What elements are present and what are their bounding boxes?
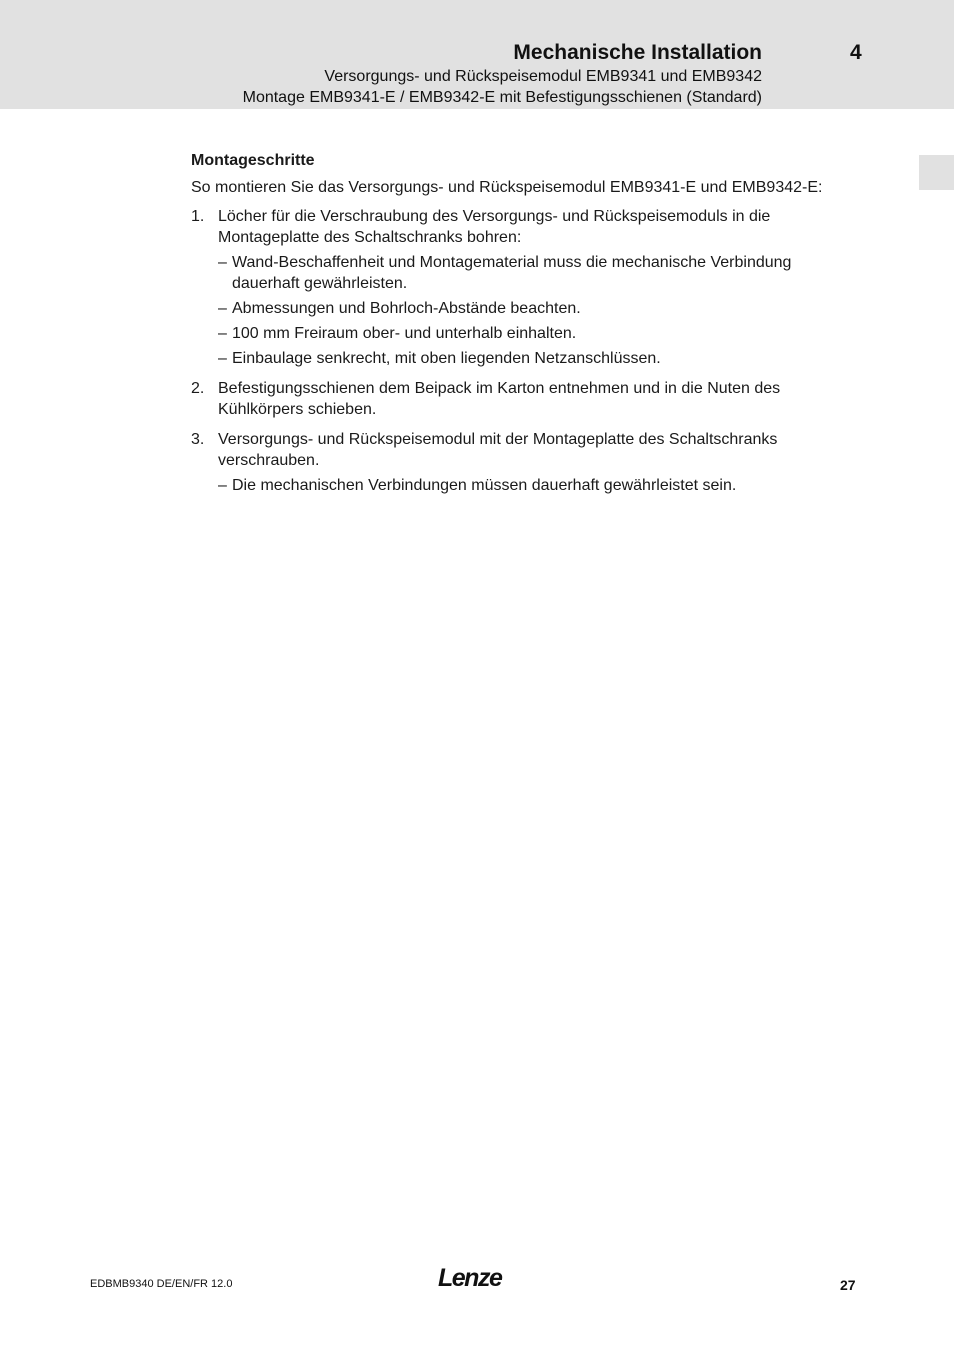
dash-marker: – [218,350,227,367]
section-heading: Montageschritte [191,152,315,169]
dash-marker: – [218,300,227,317]
document-id: EDBMB9340 DE/EN/FR 12.0 [90,1278,233,1290]
step-text: Löcher für die Verschraubung des Versorgungs- und Rückspeisemoduls in die Montageplatte des Schaltschranks bohren: [218,208,771,246]
dash-marker: – [218,325,227,342]
sub-item-text: Abmessungen und Bohrloch-Abstände beachten. [232,300,581,317]
step-1 [191,206,861,369]
intro-text: So montieren Sie das Versorgungs- und Rückspeisemodul EMB9341-E und EMB9342-E: [191,179,823,196]
sub-item-text: Die mechanischen Verbindungen müssen dauerhaft gewährleistet sein. [232,477,737,494]
step-2 [191,378,861,420]
step-number: 2. [191,380,205,397]
subtitle-line-1: Versorgungs- und Rückspeisemodul EMB9341 und EMB9342 [324,68,762,85]
step-number: 3. [191,431,205,448]
dash-marker: – [218,254,227,271]
chapter-side-tab [919,155,954,190]
sub-item-text: Wand-Beschaffenheit und Montagematerial muss die mechanische Verbindung dauerhaft gewährleisten. [232,254,792,292]
sub-item [218,475,861,496]
page-number: 27 [840,1277,856,1293]
main-content [191,150,861,505]
sub-list [218,252,861,369]
sub-item [218,323,861,344]
dash-marker: – [218,477,227,494]
sub-item [218,252,861,294]
sub-item [218,298,861,319]
chapter-number: 4 [850,41,862,64]
step-text: Befestigungsschienen dem Beipack im Karton entnehmen und in die Nuten des Kühlkörpers schieben. [218,380,781,418]
step-3 [191,429,861,496]
sub-item-text: 100 mm Freiraum ober- und unterhalb einhalten. [232,325,577,342]
step-number: 1. [191,208,205,225]
step-text: Versorgungs- und Rückspeisemodul mit der Montageplatte des Schaltschranks verschrauben. [218,431,778,469]
sub-item [218,348,861,369]
chapter-title: Mechanische Installation [513,41,762,64]
sub-list [218,475,861,496]
subtitle-line-2: Montage EMB9341-E / EMB9342-E mit Befestigungsschienen (Standard) [242,89,762,106]
lenze-logo: Lenze [438,1264,502,1292]
sub-item-text: Einbaulage senkrecht, mit oben liegenden Netzanschlüssen. [232,350,661,367]
